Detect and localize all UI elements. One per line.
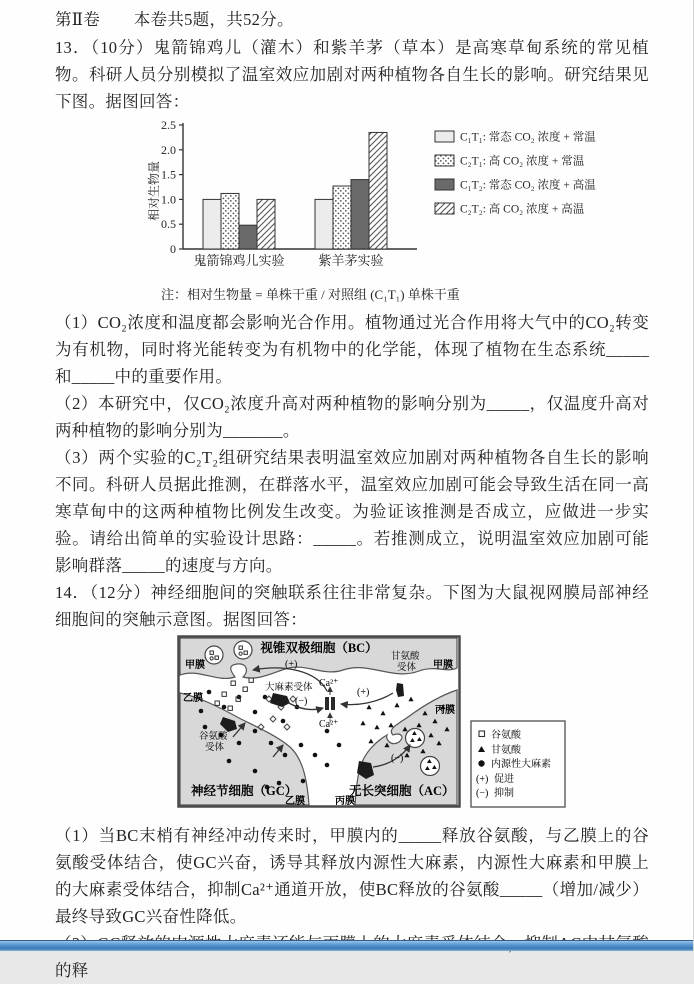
bar-鬼箭锦鸡儿实验-series2 xyxy=(221,193,239,249)
minus2-label: (−) xyxy=(391,753,404,764)
bar-紫羊茅实验-series2 xyxy=(333,186,351,249)
q13-part3: （3）两个实验的C₂T₂组研究结果表明温室效应加剧对两种植物各自生长的影响不同。科研人员据此推测，在群落水平，温室效应加剧可能会导致生活在同一高寒草甸中的这两种植物比例发生改变。为验证该推测是否成立，应做进一步实验。请给出简单的实验设计思路：_____。若推测成立，说明温室效应加剧可能影响群落_____的速度与方向。 xyxy=(55,448,649,575)
legend-plus-label: 促进 xyxy=(494,774,514,785)
bar-紫羊茅实验-series1 xyxy=(315,199,333,249)
bar-紫羊茅实验-series3 xyxy=(351,180,369,249)
q14-part2: 的释 xyxy=(55,961,89,980)
biomass-chart-figure xyxy=(147,117,649,305)
membrane-bing-right-label: 丙膜 xyxy=(435,705,455,716)
membrane-yi-bottom-label: 乙膜 xyxy=(285,796,305,807)
plus1-label: (+) xyxy=(285,659,298,670)
diagram-legend xyxy=(471,721,565,807)
q13-part2: （2）本研究中，仅CO₂浓度升高对两种植物的影响分别为_____，仅温度升高对两种植物的影响分别为_______。 xyxy=(55,394,649,440)
legend-swatch-4 xyxy=(435,203,454,214)
window-bottom-border xyxy=(0,940,693,951)
legend-label-1: C₁T₁: 常态 CO₂ 浓度 + 常温 xyxy=(460,131,596,144)
synapse-diagram-figure xyxy=(177,635,649,816)
legend-plus-symbol: (+) xyxy=(476,774,489,785)
section-header: 第Ⅱ卷 本卷共5题，共52分。 xyxy=(55,10,294,29)
ca-top-label: Ca²⁺ xyxy=(319,678,339,689)
minus1-label: (−) xyxy=(295,696,308,707)
y-tick-label: 2.0 xyxy=(161,142,176,157)
q13-part1: （1）CO₂浓度和温度都会影响光合作用。植物通过光合作用将大气中的CO₂转变为有机物，同时将光能转变为有机物中的化学能，体现了植物在生态系统_____和_____中的重要作用。 xyxy=(55,313,649,386)
legend-swatch-1 xyxy=(435,131,454,142)
bc-label: 视锥双极细胞（BC） xyxy=(260,641,378,655)
q14-part1: （1）当BC末梢有神经冲动传来时，甲膜内的_____释放谷氨酸，与乙膜上的谷氨酸受体结合，使GC兴奋，诱导其释放内源性大麻素，内源性大麻素和甲膜上的大麻素受体结合，抑制Ca²⁺通道开放，使BC释放的谷氨酸_____（增加/减少）最终导致GC兴奋性降低。 xyxy=(55,826,649,926)
bar-鬼箭锦鸡儿实验-series3 xyxy=(239,225,257,249)
legend-endocannabinoid-label: 内源性大麻素 xyxy=(491,759,551,770)
chart-note: 注：相对生物量 = 单株干重 / 对照组 (C₁T₁) 单株干重 xyxy=(161,287,460,302)
y-tick-label: 0.5 xyxy=(161,217,176,232)
legend-minus-label: 抑制 xyxy=(494,788,514,799)
glutamate-receptor-label-2: 受体 xyxy=(205,743,225,753)
gc-label: 神经节细胞（GC） xyxy=(191,784,298,798)
bar-鬼箭锦鸡儿实验-series1 xyxy=(203,199,221,249)
membrane-yi-left-label: 乙膜 xyxy=(183,693,203,704)
x-category-label: 鬼箭锦鸡儿实验 xyxy=(193,253,285,268)
plus2-label: (+) xyxy=(357,687,370,698)
x-category-label: 紫羊茅实验 xyxy=(318,253,384,268)
legend-glutamate-label: 谷氨酸 xyxy=(491,730,521,741)
y-tick-label: 1.5 xyxy=(161,167,176,182)
membrane-jia-left-label: 甲膜 xyxy=(185,660,205,671)
synapse-diagram xyxy=(177,635,567,811)
legend-endocannabinoid-icon xyxy=(478,760,484,766)
ac-label: 无长突细胞（AC） xyxy=(349,784,455,798)
biomass-bar-chart xyxy=(147,117,647,280)
legend-swatch-2 xyxy=(435,155,454,166)
y-tick-label: 0 xyxy=(170,242,176,256)
y-axis-label: 相对生物量 xyxy=(147,160,161,222)
bar-紫羊茅实验-series4 xyxy=(369,132,387,249)
legend-label-3: C₁T₂: 常态 CO₂ 浓度 + 高温 xyxy=(460,179,596,192)
glycine-receptor-label-2: 受体 xyxy=(397,663,417,673)
y-tick-label: 1.0 xyxy=(161,192,176,207)
legend-swatch-3 xyxy=(435,179,454,190)
legend-label-2: C₂T₁: 高 CO₂ 浓度 + 常温 xyxy=(460,155,585,168)
cannabinoid-receptor-label: 大麻素受体 xyxy=(265,683,313,693)
q14-intro: 14．（12分）神经细胞间的突触联系往往非常复杂。下图为大鼠视网膜局部神经细胞间的突触示意图。据图回答： xyxy=(55,583,649,629)
glycine-receptor-label-1: 甘氨酸 xyxy=(391,652,420,662)
membrane-bing-bottom-label: 丙膜 xyxy=(335,796,355,807)
legend-label-4: C₂T₂: 高 CO₂ 浓度 + 高温 xyxy=(460,203,585,216)
y-tick-label: 2.5 xyxy=(161,118,176,132)
membrane-jia-right-label: 甲膜 xyxy=(433,660,453,671)
legend-minus-symbol: (−) xyxy=(476,788,489,799)
ca-bottom-label: Ca²⁺ xyxy=(319,719,339,730)
glutamate-receptor-label-1: 谷氨酸 xyxy=(199,732,228,742)
legend-glycine-label: 甘氨酸 xyxy=(491,745,521,756)
bar-鬼箭锦鸡儿实验-series4 xyxy=(257,199,275,249)
q13-intro: 13．（10分）鬼箭锦鸡儿（灌木）和紫羊茅（草本）是高寒草甸系统的常见植物。科研人员分别模拟了温室效应加剧对两种植物各自生长的影响。研究结果见下图。据图回答： xyxy=(55,38,649,111)
